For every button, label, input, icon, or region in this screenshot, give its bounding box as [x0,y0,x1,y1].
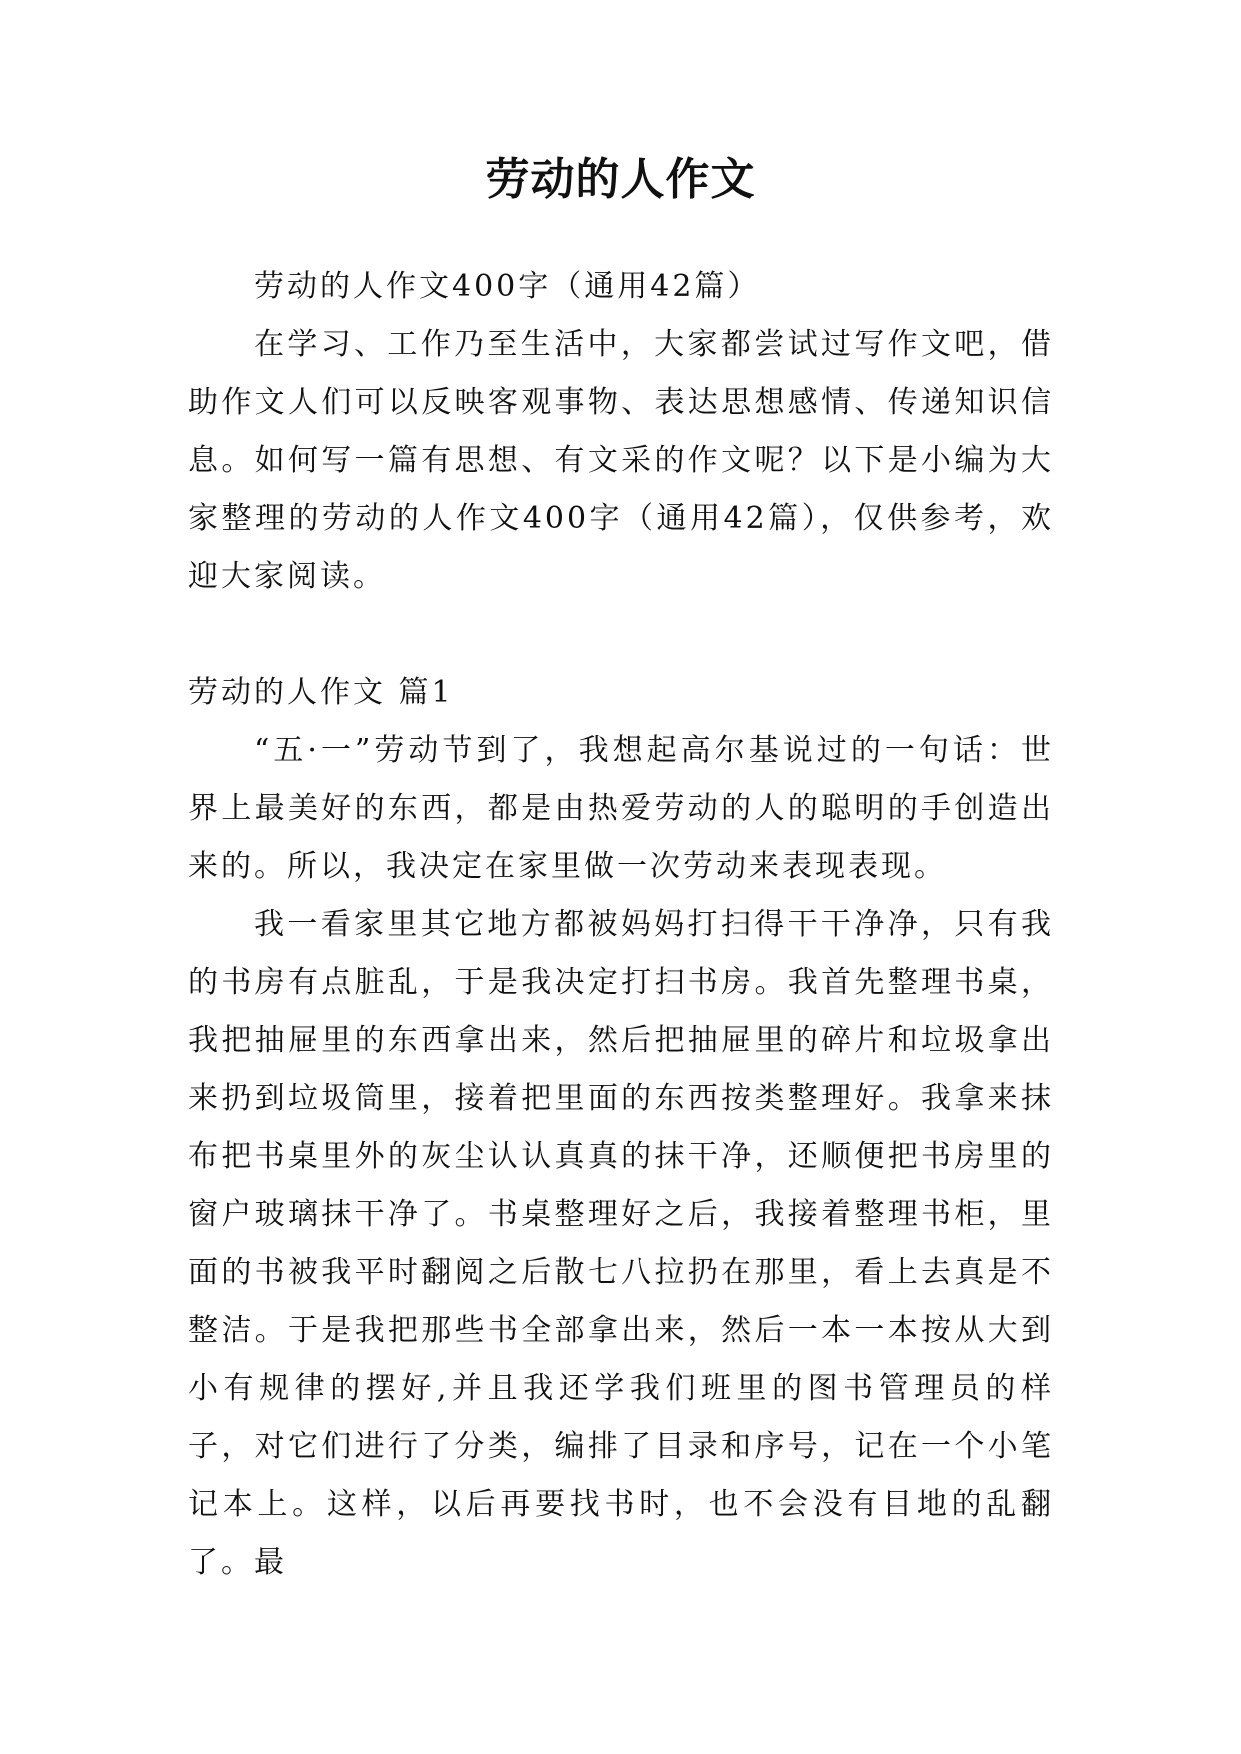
intro-paragraph: 在学习、工作乃至生活中，大家都尝试过写作文吧，借助作文人们可以反映客观事物、表达思想感情、传递知识信息。如何写一篇有思想、有文采的作文呢？以下是小编为大家整理的劳动的人作文400字（通用42篇），仅供参考，欢迎大家阅读。 [188,327,1054,594]
document-body [188,258,1054,1592]
body-paragraph-2: 我一看家里其它地方都被妈妈打扫得干干净净，只有我的书房有点脏乱，于是我决定打扫书房。我首先整理书桌，我把抽屉里的东西拿出来，然后把抽屉里的碎片和垃圾拿出来扔到垃圾筒里，接着把里面的东西按类整理好。我拿来抹布把书桌里外的灰尘认认真真的抹干净，还顺便把书房里的窗户玻璃抹干净了。书桌整理好之后，我接着整理书柜，里面的书被我平时翻阅之后散七八拉扔在那里，看上去真是不整洁。于是我把那些书全部拿出来，然后一本一本按从大到小有规律的摆好,并且我还学我们班里的图书管理员的样子，对它们进行了分类，编排了目录和序号，记在一个小笔记本上。这样，以后再要找书时，也不会没有目地的乱翻了。最 [188,907,1054,1580]
document-subtitle: 劳动的人作文400字（通用42篇） [254,269,761,304]
body-paragraph-1: “五·一”劳动节到了，我想起高尔基说过的一句话：世界上最美好的东西，都是由热爱劳动的人的聪明的手创造出来的。所以，我决定在家里做一次劳动来表现表现。 [188,733,1054,884]
section-heading: 劳动的人作文 篇1 [188,675,454,710]
document-title: 劳动的人作文 [485,154,756,205]
